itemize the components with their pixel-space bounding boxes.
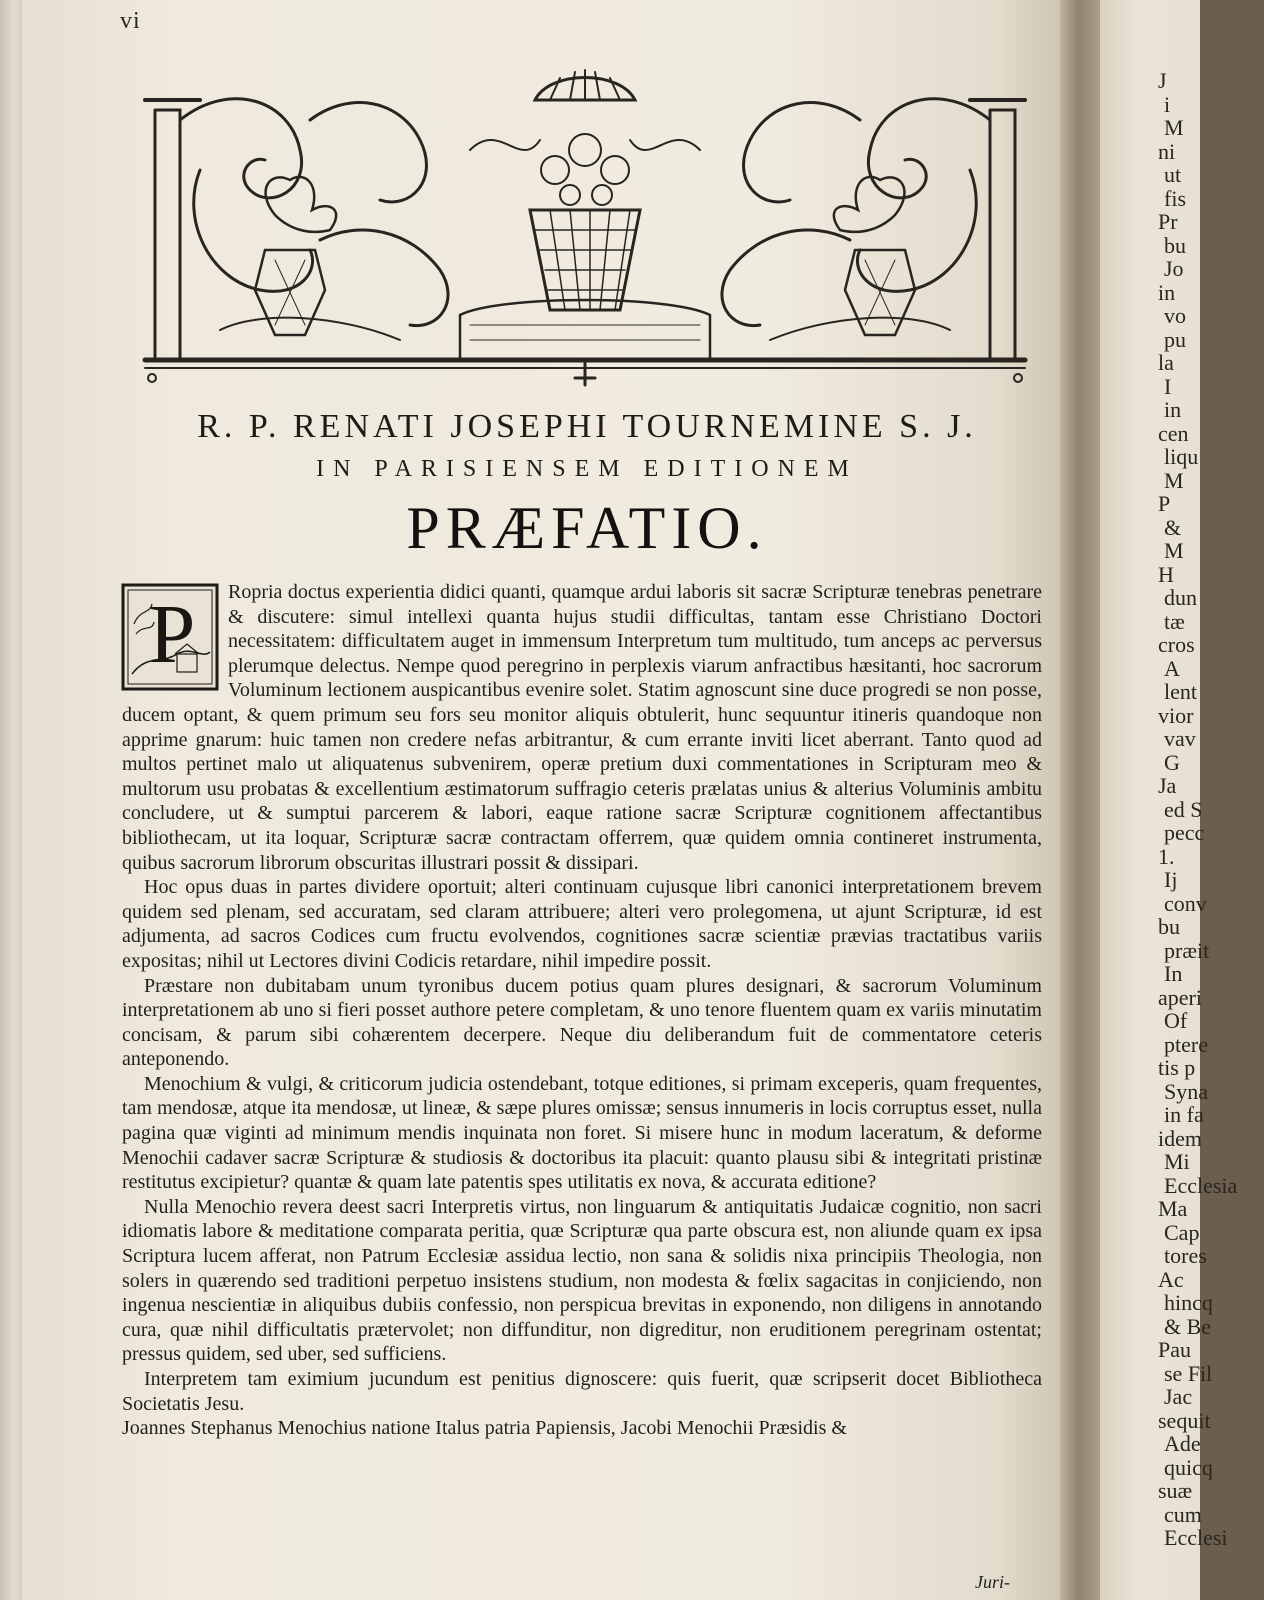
facing-page-fragment: M [1164, 115, 1184, 140]
facing-page-fragment: cum [1164, 1501, 1202, 1527]
facing-page-fragment: H [1158, 561, 1174, 587]
facing-page-fragment: Ja [1158, 773, 1177, 798]
facing-page-fragment: bu [1158, 914, 1180, 939]
facing-page-fragment: vior [1158, 702, 1194, 728]
facing-page-fragment: Pau [1158, 1337, 1191, 1362]
facing-page-fragment: la [1158, 350, 1174, 375]
preface-body [122, 580, 1042, 1441]
facing-page-fragment: tæ [1164, 608, 1185, 634]
facing-page-fragment: liqu [1164, 444, 1199, 469]
heading-edition: IN PARISIENSEM EDITIONEM [316, 456, 858, 482]
facing-page-fragment: M [1164, 538, 1184, 563]
facing-page-fragment: i [1164, 91, 1171, 117]
facing-page-fragment: ed S [1164, 796, 1203, 822]
paragraph-1: Ropria doctus experientia didici quanti, quamque ardui laboris sit sacræ Scripturæ tenebras penetrare & discutere: simul intellexi quanta hujus studii difficultas, tantam esse Christiano Doctori necessitatem: difficultatem auget in immensum Interpretum tum multitudo, tum anceps ac perversus plerumque delectus. Nempe quod peregrino in perplexis viarum anfractibus hæsitanti, hoc sacrorum Voluminum lectionem auspicantibus evenire solet. Statim agnoscunt sine duce progredi se non posse, ducem optant, & quem primum seu fors seu monitor aliquis obtulerit, hunc sequuntur itineris quandoque non apprime gnarum: huic tamen non credere nefas arbitrantur, & cum errante inviti licet aberrant. Tanto quod ad multos pertinet malo ut aliquatenus subvenirem, operæ pretium duxi commentationes in Scripturam meo & multorum usu probatas & excellentium æstimatorum suffragio ceteris prælatas unius & alterius Voluminis ambitu concludere, ut & sumptui parcerem & labori, eaque ratione sacræ Scripturæ cognitionem affectantibus bibliothecam, ut ita loquar, Scripturæ sacræ contractam offerrem, quæ quidem omnia contineret instrumenta, quibus sacrorum librorum obscuritas illustrari possit & dissipari. [122, 581, 1042, 874]
facing-page-fragment: Ac [1158, 1266, 1184, 1292]
woodcut-initial-p-icon [123, 585, 217, 689]
facing-page-fragment: pecc [1164, 820, 1205, 845]
facing-page-fragment: I [1164, 373, 1172, 399]
paragraph-6: Interpretem tam eximium jucundum est penitius dignoscere: quis fuerit, quæ scripserit docet Bibliotheca Societatis Jesu. [122, 1368, 1042, 1415]
facing-page-fragment: tis p [1158, 1055, 1196, 1080]
facing-page-fragment: Ij [1164, 867, 1178, 892]
facing-page-fragment: In [1164, 961, 1183, 986]
facing-page-fragment: sequit [1158, 1407, 1211, 1433]
headpiece-ornament [140, 60, 1030, 395]
facing-page-fragment: A [1164, 655, 1180, 681]
heading-title: PRÆFATIO. [406, 495, 768, 561]
paragraph-3: Præstare non dubitabam unum tyronibus ducem potius quam plures designari, & sacrorum Voluminum interpretationem ab uno si fieri posset authore petere completam, & uno tenore fluentem quam ex variis minutatim concisam, & parum sibi cohærentem decerpere. Neque diu deliberandum fuit de commentatore ceteris anteponendo. [122, 974, 1042, 1071]
facing-page-fragment: Ecclesia [1164, 1172, 1238, 1198]
facing-page-fragment: Jo [1164, 256, 1184, 281]
facing-page-fragment: M [1164, 467, 1184, 493]
svg-text:P: P [148, 588, 196, 681]
facing-page-fragment: vav [1164, 726, 1196, 751]
baroque-headpiece-ornament-icon [145, 70, 1025, 385]
facing-page-fragment: Cap [1164, 1219, 1200, 1245]
facing-page-fragment: bu [1164, 232, 1186, 258]
drop-cap-initial [122, 584, 218, 690]
facing-page-fragment: Ade [1164, 1431, 1201, 1456]
paragraph-7: Joannes Stephanus Menochius natione Italus patria Papiensis, Jacobi Menochii Præsidis & [122, 1417, 847, 1440]
facing-page-fragment: in [1164, 397, 1182, 422]
facing-page-fragment: conv [1164, 890, 1207, 916]
facing-page-fragment: & Be [1164, 1313, 1212, 1339]
facing-page-fragment: Pr [1158, 209, 1178, 234]
facing-page [1100, 0, 1238, 1600]
facing-page-fragment: ut [1164, 162, 1182, 187]
facing-page-fragment: dun [1164, 585, 1197, 610]
facing-page-fragment: G [1164, 749, 1180, 775]
paragraph-4: Menochium & vulgi, & criticorum judicia ostendebant, totque editiones, si primam exceperis, quam frequentes, tam mendosæ, atque ita mendosæ, ut lineæ, & sæpe plures omissæ; sensus innumeris in locis corruptus esset, nulla pagina quæ viginti ad minimum mendis inquinata non foret. Si misere hunc in modum laceratum, & deforme Menochii cadaver sacræ Scripturæ & studiosis & doctoribus ita placuit: quanto plausu sibi & integritati pristinæ restitutus excipietur? quantæ & quam late patentis spes utilitatis ex nova, & accurata editione? [122, 1072, 1042, 1194]
facing-page-fragment: se Fil [1164, 1360, 1213, 1386]
facing-page-fragment: Mi [1164, 1149, 1190, 1174]
book-left-edge [0, 0, 22, 1600]
facing-page-fragment: Syna [1164, 1078, 1208, 1104]
facing-page-fragment: ptere [1164, 1031, 1208, 1057]
facing-page-fragment: J [1158, 68, 1167, 93]
facing-page-fragment: 1. [1158, 843, 1175, 869]
facing-page-fragment: fis [1164, 185, 1186, 211]
facing-page-fragment: Ecclesi [1164, 1525, 1228, 1550]
facing-page-fragment: quicq [1164, 1454, 1213, 1480]
facing-page-fragment: aperi [1158, 984, 1202, 1010]
facing-page-fragment: ni [1158, 138, 1176, 164]
facing-page-fragment: cen [1158, 420, 1189, 446]
facing-page-fragment: Jac [1164, 1384, 1193, 1409]
facing-page-fragment: P [1158, 491, 1171, 516]
facing-page-fragment: suæ [1158, 1478, 1193, 1503]
facing-page-fragment: idem [1158, 1125, 1202, 1151]
facing-page-fragment: cros [1158, 632, 1195, 657]
facing-page-fragment: vo [1164, 303, 1186, 328]
paragraph-5: Nulla Menochio revera deest sacri Interpretis virtus, non linguarum & antiquitatis Judaicæ cognitio, non sacri idiomatis labore & meditatione comparata peritia, quæ Scripturæ qua parte obscura est, non aliunde quam ex ipsa Scriptura lucem afferat, non Patrum Ecclesiæ assidua lectio, non sana & solidis nixa principiis Theologia, non solers in quærendo sed traditioni perpetuo insistens studium, non modesta & fœlix sagacitas in conjiciendo, non ingenua nescientiæ in aliquibus dubiis confessio, non perspicua brevitas in exponendo, non diligens in annotando cura, quæ nihil difficultatis prætervolet; non diffunditur, non digreditur, non eruditionem peregrinam ostentat; pressus quidem, sed uber, sed sufficiens. [122, 1195, 1042, 1366]
facing-page-fragment: hincq [1164, 1290, 1213, 1315]
facing-page-fragment: lent [1164, 679, 1197, 704]
facing-page-fragment: in fa [1164, 1102, 1204, 1127]
facing-page-fragment: tores [1164, 1243, 1207, 1268]
paragraph-2: Hoc opus duas in partes dividere oportuit; alteri continuam cujusque libri canonici interpretationem brevem quidem sed plenam, sed accuratam, sed claram attribuere; alteri vero prolegomena, ut ajunt Scripturæ, id est adjumenta, ad sacros Codices cum fructu evolvendos, cognitiones sacræ scientiæ prævias tractatibus variis expositas; nihil ut Lectores divini Codicis retardare, nihil impedire possit. [122, 876, 1042, 972]
heading-author: R. P. RENATI JOSEPHI TOURNEMINE S. J. [197, 408, 977, 445]
facing-page-fragment: præit [1164, 937, 1210, 963]
facing-page-fragment: & [1164, 514, 1182, 540]
facing-page-fragment: in [1158, 279, 1176, 305]
facing-page-fragment: Ma [1158, 1196, 1188, 1221]
page-number: vi [120, 8, 141, 34]
book-gutter [1060, 0, 1100, 1600]
facing-page-fragment: pu [1164, 326, 1186, 352]
facing-page-fragment: Of [1164, 1008, 1188, 1033]
catchword: Juri- [975, 1572, 1010, 1592]
